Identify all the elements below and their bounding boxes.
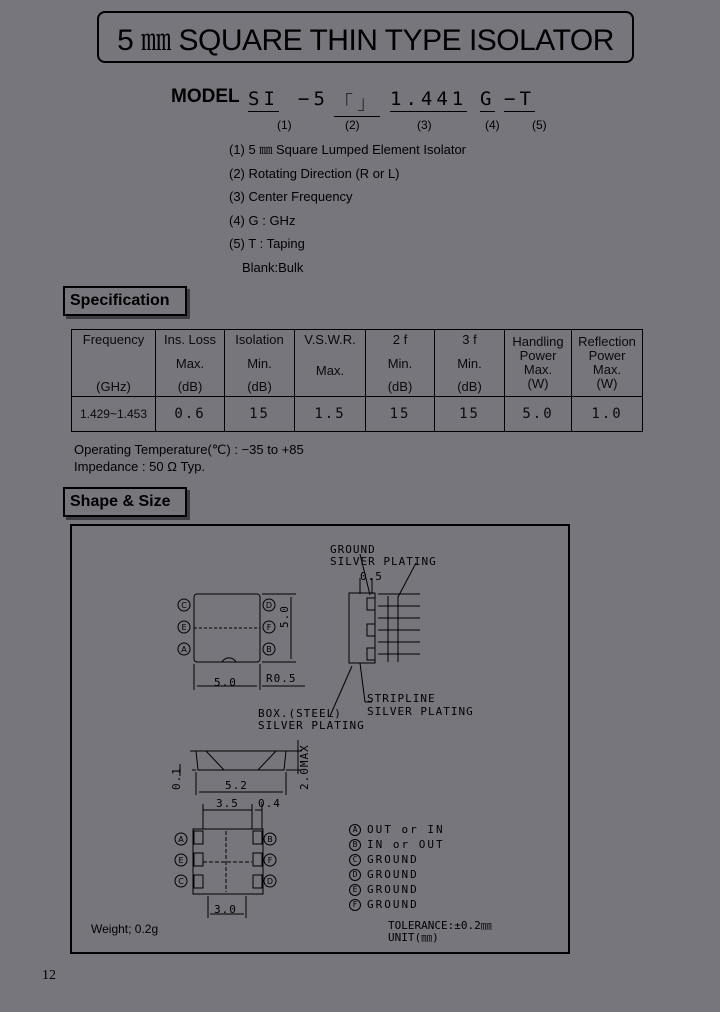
pin-letter: F — [349, 899, 361, 911]
label-dim-5-2: 5.2 — [225, 779, 248, 792]
pin-name: GROUND — [367, 868, 419, 881]
table-header-cell: Frequency (GHz) — [72, 330, 156, 397]
label-r0-5: R0.5 — [266, 672, 297, 685]
front-view-body — [196, 751, 286, 770]
model-number-2: (2) — [345, 118, 360, 132]
table-cell: 1.0 — [572, 397, 643, 432]
label-silver-plating: SILVER PLATING — [330, 555, 437, 568]
pin-letter: E — [349, 884, 361, 896]
table-cell: 0.6 — [156, 397, 225, 432]
svg-text:A: A — [181, 645, 187, 654]
svg-text:B: B — [266, 645, 272, 654]
model-part-unit: G — [480, 88, 496, 110]
table-header-cell: Handling Power Max. (W) — [505, 330, 572, 397]
table-cell: 1.429~1.453 — [72, 397, 156, 432]
pin-name: OUT or IN — [367, 823, 445, 836]
side-view-body — [349, 593, 375, 663]
tolerance-text: TOLERANCE:±0.2㎜ — [388, 919, 492, 932]
pin-letter: A — [349, 824, 361, 836]
table-header-cell: V.S.W.R. Max. — [295, 330, 366, 397]
table-cell: 1.5 — [295, 397, 366, 432]
specification-heading-text: Specification — [70, 292, 170, 309]
label-box-steel: BOX.(STEEL) — [258, 707, 342, 720]
legend-item: Blank:Bulk — [242, 259, 304, 275]
tolerance-note — [388, 920, 492, 944]
label-stripline-plating: SILVER PLATING — [367, 705, 474, 718]
svg-text:C: C — [178, 877, 184, 886]
svg-text:F: F — [266, 623, 272, 632]
pin-name: GROUND — [367, 898, 419, 911]
pin-letter: C — [349, 854, 361, 866]
label-dim-3-0: 3.0 — [214, 903, 237, 916]
model-label: MODEL — [171, 86, 240, 107]
svg-text:B: B — [267, 835, 273, 844]
list-item — [349, 822, 445, 837]
list-item — [349, 837, 445, 852]
impedance: Impedance : 50 Ω Typ. — [74, 459, 206, 474]
pin-letter: B — [349, 839, 361, 851]
list-item — [349, 882, 445, 897]
svg-text:A: A — [178, 835, 184, 844]
legend-item: (1) 5 ㎜ Square Lumped Element Isolator — [229, 142, 467, 157]
legend-item: (4) G : GHz — [229, 212, 296, 228]
model-part-frequency: 1.441 — [390, 88, 468, 110]
pin-name: GROUND — [367, 883, 419, 896]
label-dim-3-5: 3.5 — [216, 797, 239, 810]
label-dim-5-0-bottom: 5.0 — [214, 676, 237, 689]
model-number-5: (5) — [532, 118, 547, 132]
shape-size-heading-text: Shape & Size — [70, 493, 171, 510]
svg-text:D: D — [265, 601, 273, 610]
svg-text:E: E — [181, 623, 187, 632]
model-part-series: SI — [248, 88, 279, 110]
pin-name: GROUND — [367, 853, 419, 866]
table-header-cell: Reflection Power Max. (W) — [572, 330, 643, 397]
table-header-cell: Isolation Min. (dB) — [225, 330, 295, 397]
list-item — [349, 867, 445, 882]
operating-temperature: Operating Temperature(℃) : −35 to +85 — [74, 442, 304, 457]
svg-text:C: C — [181, 601, 187, 610]
legend-item: (5) T : Taping — [229, 236, 305, 252]
model-number-4: (4) — [485, 118, 500, 132]
table-cell: 15 — [225, 397, 295, 432]
list-item — [349, 852, 445, 867]
label-ground: GROUND — [330, 543, 376, 556]
label-dim-0-4: 0.4 — [258, 797, 281, 810]
label-dim-5-0-side: 5.0 — [278, 605, 291, 628]
table-header-cell: 3 f Min. (dB) — [435, 330, 505, 397]
table-cell: 15 — [366, 397, 435, 432]
label-dim-2-0-max: 2.0MAX — [298, 744, 311, 790]
table-cell: 5.0 — [505, 397, 572, 432]
label-dim-0-1: 0.1 — [170, 767, 183, 790]
legend-item: (2) Rotating Direction (R or L) — [229, 165, 400, 181]
pin-assignment-list — [349, 822, 445, 912]
model-part-taping: −T — [504, 88, 535, 110]
svg-text:F: F — [267, 856, 273, 865]
pin-letter: D — [349, 869, 361, 881]
table-cell: 15 — [435, 397, 505, 432]
weight-note: Weight; 0.2g — [91, 922, 159, 936]
title-text: 5 ㎜ SQUARE THIN TYPE ISOLATOR — [117, 24, 614, 57]
table-header-cell: Ins. Loss Max. (dB) — [156, 330, 225, 397]
table-header-cell: 2 f Min. (dB) — [366, 330, 435, 397]
model-part-direction: 「」 — [334, 88, 380, 117]
model-part-size: −5 — [298, 88, 329, 110]
label-stripline: STRIPLINE — [367, 692, 436, 705]
unit-text: UNIT(㎜) — [388, 931, 439, 944]
svg-text:D: D — [266, 877, 274, 886]
pin-name: IN or OUT — [367, 838, 445, 851]
page-number: 12 — [42, 968, 56, 983]
legend-item: (3) Center Frequency — [229, 189, 353, 205]
list-item — [349, 897, 445, 912]
label-box-plating: SILVER PLATING — [258, 719, 365, 732]
model-number-1: (1) — [277, 118, 292, 132]
model-number-3: (3) — [417, 118, 432, 132]
label-dim-0-5: 0.5 — [360, 570, 383, 583]
svg-text:E: E — [178, 856, 184, 865]
